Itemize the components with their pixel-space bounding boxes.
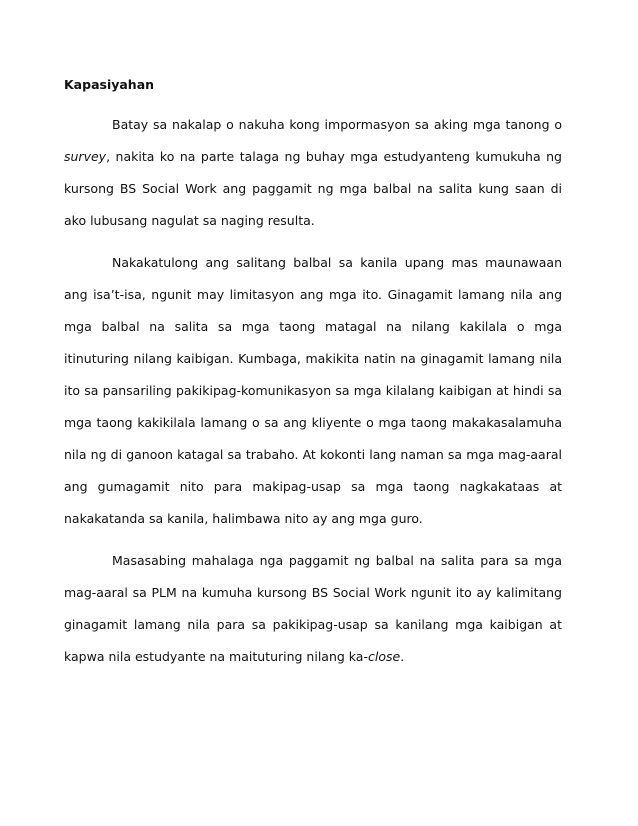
paragraph-3-italic: close — [367, 649, 401, 664]
paragraph-1-lead: Batay sa nakalap o nakuha kong impormasyon sa aking mga tanong o — [112, 117, 562, 132]
paragraph-1-rest: , nakita ko na parte talaga ng buhay mga estudyanteng kumukuha ng kursong BS Social Work ang paggamit ng mga balbal na salita kung saan di ako lubusang nagulat sa naging resulta. — [64, 149, 562, 228]
paragraph-2-text: Nakakatulong ang salitang balbal sa kanila upang mas maunawaan ang isa’t-isa, ngunit may limitasyon ang mga ito. Ginagamit lamang nila ang mga balbal na salita sa mga taong matagal na nilang kakilala o mga itinuturing nilang kaibigan. Kumbaga, makikita natin na ginagamit lamang nila ito sa pansariling pakikipag-komunikasyon sa mga kilalang kaibigan at hindi sa mga taong kakikilala lamang o sa ang kliyente o mga taong makakasalamuha nila ng di ganoon katagal sa trabaho. At kokonti lang naman sa mga mag-aaral ang gumagamit nito para makipag-usap sa mga taong nagkakataas at nakakatanda sa kanila, halimbawa nito ay ang mga guro. — [64, 255, 562, 526]
paragraph-1-italic: survey — [64, 149, 107, 164]
paragraph-3-lead: Masasabing mahalaga nga paggamit ng balbal na salita para sa mga mag-aaral sa PLM na kumuha kursong BS Social Work ngunit ito ay kalimitang ginagamit lamang nila para sa pakikipag-usap sa kanilang mga kaibigan at kapwa nila estudyante na maituturing nilang ka- — [64, 553, 562, 664]
paragraph-2 — [64, 247, 562, 535]
paragraph-1 — [64, 109, 562, 237]
paragraph-3-end: . — [400, 649, 405, 664]
paragraph-3 — [64, 545, 562, 673]
section-heading: Kapasiyahan — [64, 77, 155, 92]
